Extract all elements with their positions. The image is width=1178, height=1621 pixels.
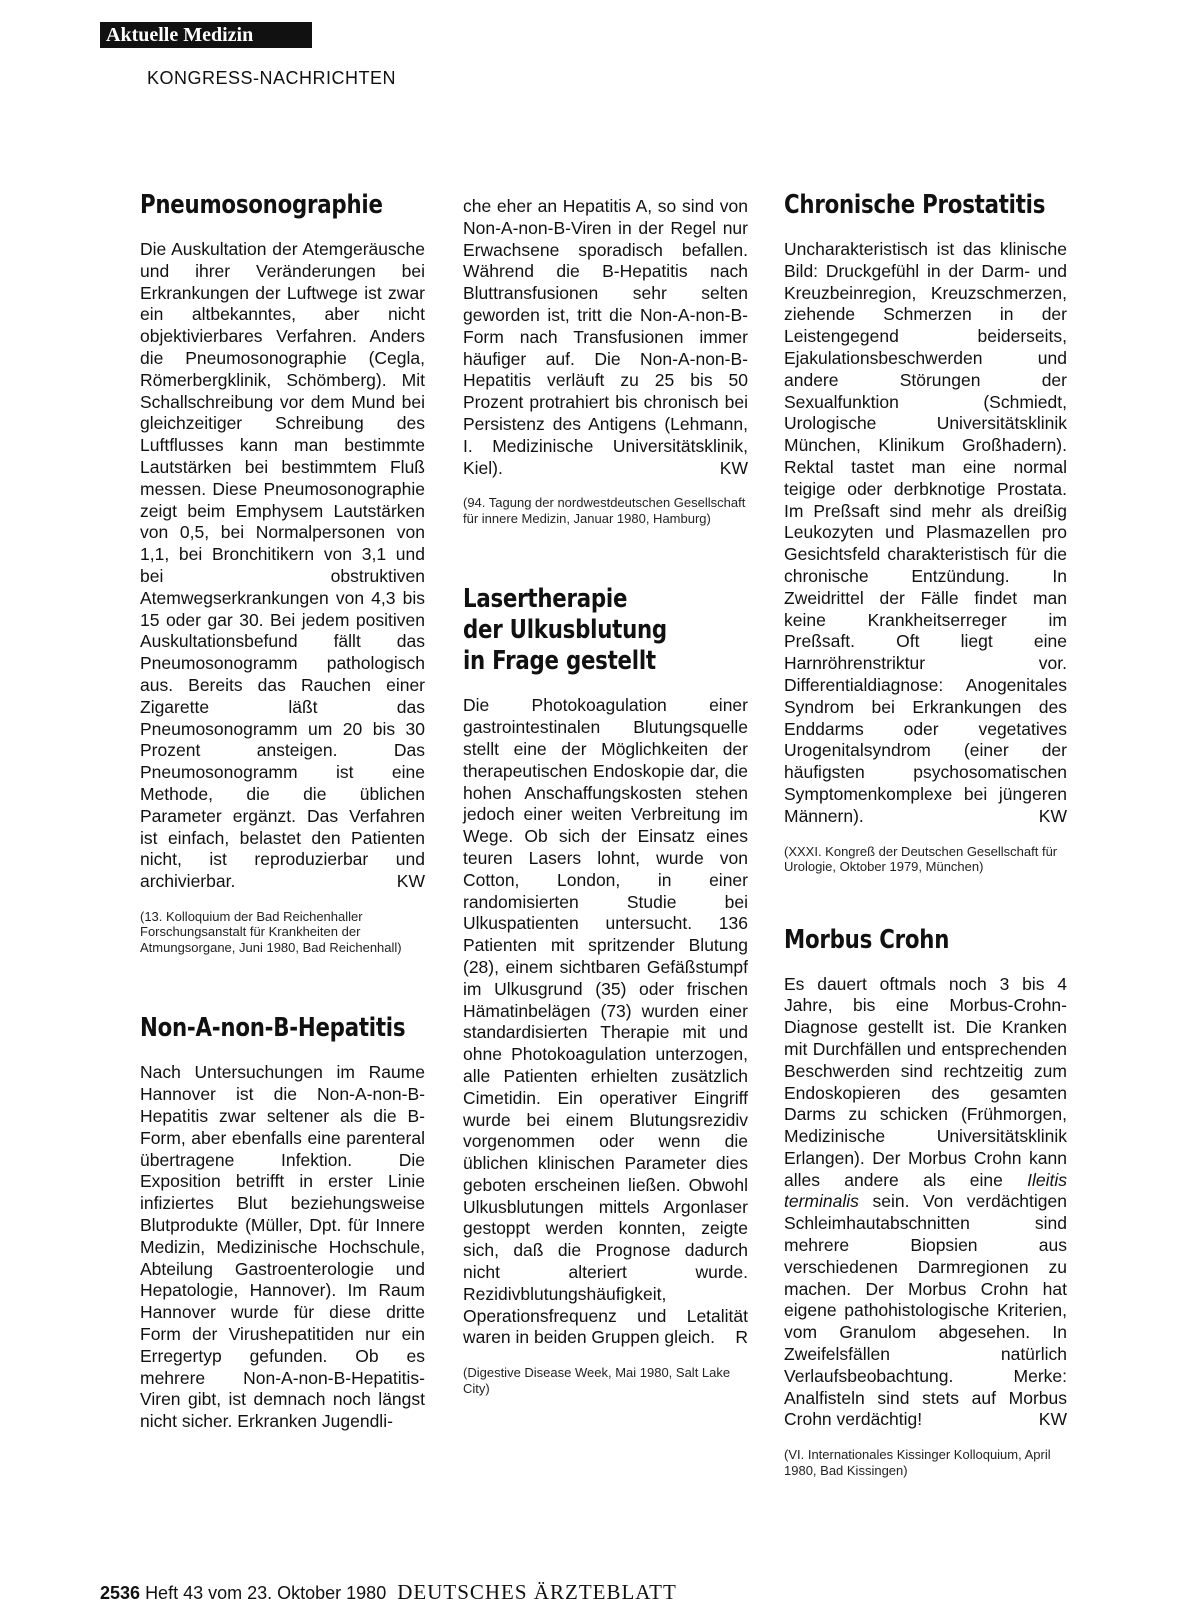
article-body: Die Auskultation der Atemgeräusche und ihrer Veränderungen bei Erkrankungen der Luftwege ist zwar ein altbekanntes, aber nicht objektivierbares Verfahren. Anders die Pneumosonographie (Cegla, Römerbergklinik, Schömberg). Mit Schallschreibung vor dem Mund bei gleichzeitiger Schreibung des Luftflusses kann man bestimmte Lautstärken bei bestimmtem Fluß messen. Diese Pneumosonographie zeigt beim Emphysem Lautstärken von 0,5, bei Normalpersonen von 1,1, bei Bronchitikern von 3,1 und bei obstruktiven Atemwegserkrankungen von 4,3 bis 15 oder gar 30. Bei jedem positiven Auskultationsbefund fällt das Pneumosonogramm pathologisch aus. Bereits das Rauchen einer Zigarette läßt das Pneumosonogramm um 20 bis 30 Prozent ansteigen. Das Pneumosonogramm ist eine Methode, die die üblichen Parameter ergänzt. Das Verfahren ist einfach, belastet den Patienten nicht, ist reproduzierbar und archivierbar. KW bbox=[140, 239, 425, 892]
article-source: (13. Kolloquium der Bad Reichenhaller Forschungsanstalt für Krankheiten der Atmungsorgane, Juni 1980, Bad Reichenhall) bbox=[140, 908, 402, 955]
article-source: (XXXI. Kongreß der Deutschen Gesellschaft für Urologie, Oktober 1979, München) bbox=[784, 843, 1058, 875]
article-title: Chronische Prostatitis bbox=[784, 190, 1046, 220]
article-body: Nach Untersuchungen im Raume Hannover ist die Non-A-non-B-Hepatitis zwar seltener als die B-Form, aber ebenfalls eine parenteral übertragene Infektion. Die Exposition betrifft in erster Linie infiziertes Blut beziehungsweise Blutprodukte (Müller, Dpt. für Innere Medizin, Medizinische Hochschule, Abteilung Gastroenterologie und Hepatologie, Hannover). Im Raum Hannover wurde für diese dritte Form der Virushepatitiden nur ein Erregertyp gefunden. Ob es mehrere Non-A-non-B-Hepatitis-Viren gibt, ist demnach noch längst nicht sicher. Erkranken Jugendli- bbox=[140, 1062, 425, 1432]
article-title: Non-A-non-B-Hepatitis bbox=[140, 1013, 406, 1044]
article-title: Morbus Crohn bbox=[784, 924, 950, 955]
emphasis: Ileitis terminalis bbox=[784, 1169, 1067, 1212]
article-body: Die Photokoagulation einer gastrointestinalen Blutungsquelle stellt eine der Möglichkeiten der therapeutischen Endoskopie dar, die hohen Anschaffungskosten stehen jedoch einer weiten Verbreitung im Wege. Ob sich der Einsatz eines teuren Lasers lohnt, wurde von Cotton, London, in einer randomisierten Studie bei Ulkuspatienten untersucht. 136 Patienten mit spritzender Blutung (28), einem sichtbaren Gefäßstumpf im Ulkusgrund (35) oder frischen Hämatinbelägen (73) wurden einer standardisierten Therapie mit und ohne Photokoagulation unterzogen, alle Patienten erhielten zusätzlich Cimetidin. Ein operativer Eingriff wurde bei einem Blutungsrezidiv vorgenommen oder wenn die üblichen klinischen Parameter dies geboten erscheinen ließen. Obwohl Ulkusblutungen mittels Argonlaser gestoppt werden konnten, zeigte sich, daß die Prognose dadurch nicht alteriert wurde. Rezidivblutungshäufigkeit, Operationsfrequenz und Letalität waren in beiden Gruppen gleich. R bbox=[463, 695, 748, 1348]
article-body: Uncharakteristisch ist das klinische Bild: Druckgefühl in der Darm- und Kreuzbeinregion, Kreuzschmerzen, ziehende Schmerzen in der Leistengegend beiderseits, Ejakulationsbeschwerden und andere Störungen der Sexualfunktion (Schmiedt, Urologische Universitätsklinik München, Klinikum Großhadern). Rektal tastet man eine normal teigige oder derbknotige Prostata. Im Preßsaft sind mehr als dreißig Leukozyten und Plasmazellen pro Gesichtsfeld charakteristisch für die chronische Entzündung. In Zweidrittel der Fälle findet man keine Krankheitserreger im Preßsaft. Oft liegt eine Harnröhrenstriktur vor. Differentialdiagnose: Anogenitales Syndrom bei Erkrankungen des Enddarms oder vegetatives Urogenitalsyndrom (einer der häufigsten psychosomatischen Symptomenkomplexe bei jüngeren Männern). KW bbox=[784, 239, 1067, 826]
article-signature: KW bbox=[396, 871, 425, 892]
article-hepatitis-continued bbox=[463, 196, 748, 526]
column-3 bbox=[784, 190, 1067, 1478]
article-hepatitis bbox=[140, 1013, 425, 1433]
column-1 bbox=[140, 190, 425, 1433]
article-morbus-crohn bbox=[784, 925, 1067, 1479]
article-signature: KW bbox=[1038, 1409, 1067, 1430]
article-signature: KW bbox=[719, 457, 748, 478]
article-source: (94. Tagung der nordwestdeutschen Gesellschaft für innere Medizin, Januar 1980, Hamburg) bbox=[463, 495, 746, 526]
article-source: (Digestive Disease Week, Mai 1980, Salt Lake City) bbox=[463, 1365, 731, 1396]
article-body-continued: che eher an Hepatitis A, so sind von Non-A-non-B-Viren in der Regel nur Erwachsene sporadisch befallen. Während die B-Hepatitis nach Bluttransfusionen sehr selten geworden ist, tritt die Non-A-non-B-Form nach Transfusionen immer häufiger auf. Die Non-A-non-B-Hepatitis verläuft zu 25 bis 50 Prozent protrahiert bis chronisch bei Persistenz des Antigens (Lehmann, I. Medizinische Universitätsklinik, Kiel). KW bbox=[463, 196, 748, 478]
section-label: KONGRESS-NACHRICHTEN bbox=[147, 68, 397, 88]
article-signature: KW bbox=[1038, 805, 1067, 826]
page-footer bbox=[100, 1580, 677, 1605]
article-signature: R bbox=[735, 1327, 748, 1348]
masthead: DEUTSCHES ÄRZTEBLATT bbox=[397, 1580, 677, 1604]
article-title: Pneumosonographie bbox=[140, 190, 383, 220]
article-title: Lasertherapie der Ulkusblutung in Frage gestellt bbox=[463, 584, 667, 677]
article-body: Es dauert oftmals noch 3 bis 4 Jahre, bis eine Morbus-Crohn-Diagnose gestellt ist. Die Kranken mit Durchfällen und entsprechenden Beschwerden sind rechtzeitig zum Endoskopieren des gesamten Darms zu schicken (Frühmorgen, Medizinische Universitätsklinik Erlangen). Der Morbus Crohn kann alles andere als eine Ileitis terminalis sein. Von verdächtigen Schleimhautabschnitten sind mehrere Biopsien aus verschiedenen Darmregionen zu machen. Der Morbus Crohn hat eigene pathohistologische Kriterien, vom Granulom abgesehen. In Zweifelsfällen natürlich Verlaufsbeobachtung. Merke: Analfisteln sind stets auf Morbus Crohn verdächtig! KW bbox=[784, 973, 1067, 1430]
section-banner: Aktuelle Medizin bbox=[100, 22, 312, 48]
article-source: (VI. Internationales Kissinger Kolloquium, April 1980, Bad Kissingen) bbox=[784, 1447, 1051, 1478]
article-pneumosonographie bbox=[140, 190, 425, 955]
article-prostatitis bbox=[784, 190, 1067, 875]
page-number: 2536 bbox=[100, 1583, 141, 1603]
issue-info: Heft 43 vom 23. Oktober 1980 bbox=[145, 1583, 387, 1603]
article-lasertherapie bbox=[463, 584, 748, 1396]
column-2 bbox=[463, 190, 748, 1396]
